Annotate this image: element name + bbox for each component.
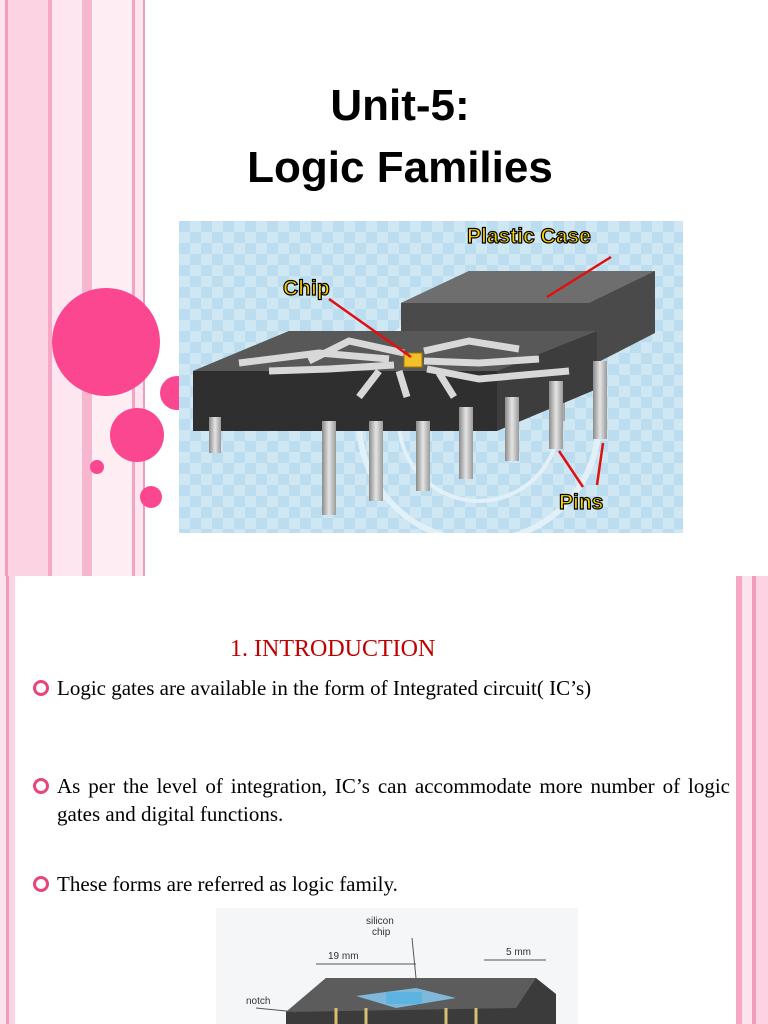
right-edge-band-d — [756, 576, 768, 1024]
pins-label: Pins — [559, 491, 604, 514]
bullet-ring-icon — [33, 876, 49, 892]
introduction-slide — [0, 576, 768, 1024]
left-edge-band — [9, 576, 15, 1024]
silicon-label: silicon — [366, 916, 394, 927]
bullet-item-1 — [33, 674, 730, 702]
section-heading: 1. INTRODUCTION — [230, 636, 436, 662]
bullet-item-2 — [33, 772, 730, 828]
width-label: 5 mm — [506, 947, 531, 958]
length-label: 19 mm — [328, 951, 359, 962]
bullet-text: As per the level of integration, IC’s can accommodate more number of logic gates and digital functions. — [57, 774, 730, 826]
chip-label: Chip — [283, 277, 330, 300]
slide-title-unit: Unit-5: — [330, 81, 470, 130]
decorative-circle-tiny — [90, 460, 104, 474]
decorative-circle-large — [52, 288, 160, 396]
left-stripe-band — [0, 0, 145, 576]
right-edge-band-b — [742, 576, 752, 1024]
chip-label-small: chip — [372, 927, 391, 938]
plastic-case-label: Plastic Case — [467, 225, 591, 248]
bullet-item-3 — [33, 870, 730, 898]
notch-label: notch — [246, 996, 271, 1007]
ic-chip-illustration — [179, 221, 683, 533]
slide-title-topic: Logic Families — [247, 143, 553, 192]
decorative-circle-small — [140, 486, 162, 508]
bullet-ring-icon — [33, 778, 49, 794]
bullet-text: Logic gates are available in the form of Integrated circuit( IC’s) — [57, 676, 592, 700]
bullet-ring-icon — [33, 680, 49, 696]
bullet-text: These forms are referred as logic family. — [57, 872, 398, 896]
dip-package-illustration — [216, 908, 578, 1024]
decorative-circle-medium — [110, 408, 164, 462]
